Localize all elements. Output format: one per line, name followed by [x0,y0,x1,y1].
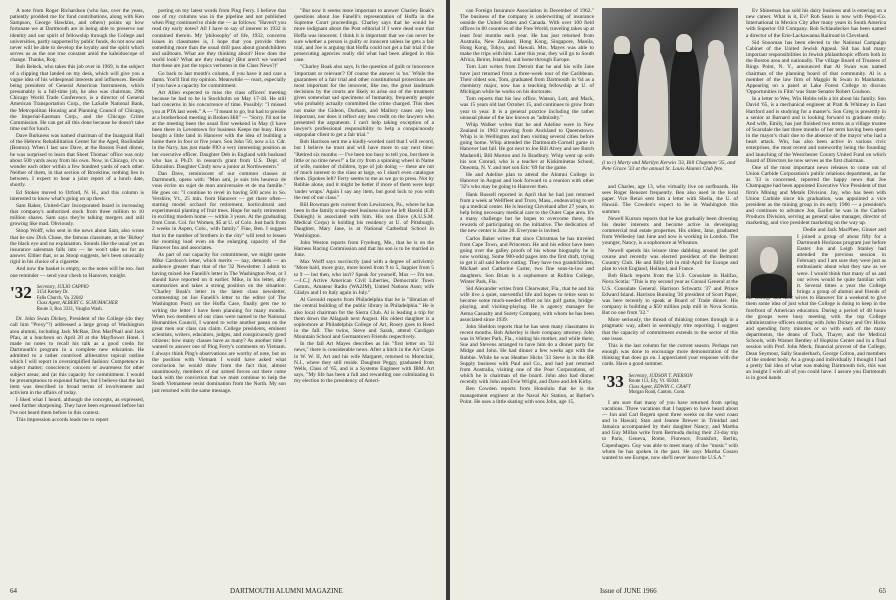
right-column-2 [602,184,738,574]
article-paragraph: Bill Bowman gets current from Lewistown, Pa., where he has been in the family scrap-steel business since he left Harold (E.P. Dukiegh) is associated with him. His son Dave (A.U.S.M. Medical Corps) is holding his residency at U. of Pittsburgh. Daughter, Mary Jane, is at National Cathedral School in Washington. [294,201,434,239]
article-paragraph: Tom reports that his law office, Watson, Lott, and Mack, was 15 years old last October 15, and continues to grow from year to year. It is a general practice including the rather unusual phase of the law known as "admiralty." [460,96,594,121]
class-32-secretary: Secretary, JULIO CAPPIO [36,284,89,290]
right-page [450,0,896,600]
article-paragraph: I liked what I heard, although the concepts, as expressed, need further sharpening. They have been expressed before but I've not heard them before in this context. [10,397,144,416]
article-paragraph: Ed Stokes moved to Orford, N. H., and this column is interested to know what's going on up there. [10,189,144,202]
article-paragraph: Sid Alexander writes from Clearwater, Fla., that he and his wife live a quiet, uneventful life and hopes to retire soon to become some much-needed effort on his golf game, bridge-playing, and visiting-playing. He is agency manager for Aetna Casualty and Surety Company, with whom he has been associated since 1939. [460,285,594,323]
article-paragraph: Dodie and Jack MacPhee, Ginner and I joined a group of about fifty for a Dartmouth Horizons program just before Easter. Jus and Leigh Stanley had attended the previous session in February and I am sure they were just as enthusiastic about what they saw as we were. I would think that many of us and our wives would be quite familiar with it. Several times a year the College brings a group of alumni and friends of the College and their wives to Hanover for a weekend to give them some idea of just what the College is doing to keep in the forefront of American education. During a period of 48 hours the groups were busy meeting with the top College administrative officers starting with John Dickey and Orr Hicks and spending forty minutes or so with each of the many departments, the deans of Tuck, Thayer, and the Medical Schools, with Warner Bentley of Hopkins Center and in a final session with Prof. John Meck, financial provost of the College, Dean Seymour, Sally Stauderbach, George Colton, and members of the student body. As a group and individually I thought I had a pretty fair idea of what was making Dartmouth tick, this was an insight I wish all of you could have. I assure you Dartmouth is in good hands [746,227,886,382]
article-paragraph: Al Gerould reports from Philadelphia that he is "librarian of the central building of the public library in Philadelphia." He is also local chairman for the Sierra Club. Al is leading a trip for them down the Allagash next August. His oldest daughter is a sophomore at Philadelphia College of Art, Rosey goes to Reed in the fall. The twins, Steve and Sarah, attend Cardigan Mountain School and Germantown Friends respectively. [294,297,434,341]
article-paragraph: More seriously, the thread of thinking comes through in a pragmatic way, albeit in seemingly trite reporting. I suggest that the capacity of commitment extends to the sector of this one issue. [602,317,738,342]
article-paragraph: John Weston reports from Fryeburg, Me., that he is on the Harness Racing Commission and that his son is to be married in June. [294,239,434,259]
class-33-info [629,374,693,396]
left-page [0,0,446,600]
article-paragraph: Whip Walker writes that he and Adeline were in New Zealand in 1963 traveling from Auckland to Queenstown. Whip is in Wellington and then visiting several cities before going home. Whip attended the Dartmouth-Cornell game in Hanover last fall. He got next to Joe Bill Alvey and see Butch Madarelli, Bill Morton and Jo Bradbury. Whip went up with his son Conrad, who is a teacher at Kiskiminetas School, Oneonta, N. Y. and met son Eric '69 for the game. [460,121,594,171]
article-paragraph: Bob Beleck, who takes this job over in 1969, is the subject of a clipping that landed on my desk, which will give you a vague idea of his widespread interests and influences. Beside being president of General American Instruments, which presumably is a full-time job, he also was chairman, 29th Chicago World Trade Conference, is a director of General American Transportation Corp., the LaSalle National Bank, the Metropolitan Housing and Planning Council of Chicago, the Imperial-Eastman Corp., and the Chicago Crime Commission. He can get all this done because he doesn't take time out for lunch. [10,64,144,132]
class-32-address1: 3154 Kerney Dr. [36,290,69,296]
article-paragraph: Dan Dave, reminiscent of our common classes at Dartmouth, opens with: "Mon ami, je suis très heureux de vous écrire un sujet de mon anniversaire et de ma famille." He goes on: "I continue to revel in having 500 acres in So. Vershire, Vt., 25 min. from Hanover — get there often—starting model orchard for retirement, horticultural and experimental planting of fruit trees. Hope for early retirement in exciting modern home — within 3 years. At the graduating from Conn. Col. for Women, $5 at U. of Colo. Just back from 2 weeks in Aspen, Colo., with family." Fine, Ben. I suggest that in the number of brothers in the city" will tend to lessen the rooming load even on the enlarging capacity of the Hanover Inn and associates. [152,171,286,251]
article-paragraph: Newell Kurson reports that he has gradually been divesting his dealer interests and become active in developing commercial real estate properties. His oldest, Jane, graduated from Wellesley last June and now is working in London. The younger, Nancy, is a sophomore at Wheaton. [602,215,738,247]
article-paragraph: He and Adeline plan to attend the Alumni College in Hanover in August and look forward to a reunion with other '32's who may be going to Hanover then. [460,172,594,191]
article-paragraph: Go back to last month's column, if you have it and care a damn. You'll find my opinion. Meanwhile — react, especially if you have a capacity for commitment. [152,70,286,89]
article-paragraph: "But now it seems more important to answer Charley Boak's questions about Joe Fanelli's representation of Hoffa in the Supreme Court proceedings. Charley says that he would be more indignant about the Post editorial if I were dead sure that Hoffa was innocent. I think it is important that we can never be sure whether a person is guilty or innocent unless he gets a fair trial, and Joe is arguing that Hoffa could not get a fair trial if the prosecuting agencies really did what had been alleged in this case. [294,8,434,64]
article-paragraph: Bob Harrison sent me a kindly-worded card that I will record, but I believe he must and will have more to say next time: "Retired six months — I've been too busy to tell you, but there is little or no time news!" a far cry from a spinning wheel in Name of wife, number of children, type of job doing — these are not of much interest to the class at large, so I shan't even catalogue them. (Spokes left? Ferry seems to me as we go to press. Not by Robbie alone, and it might be better if more of them were kept 'under wraps.' Again I say any item, but good luck to you with the rest of our class." [294,139,434,201]
article-paragraph: Bob Black reports from the U.S. Consulate in Halifax, Nova Scotia: "This is my second year as Consul General at the U.S. Consulate General. Harrison Schwartz '37 and Prince Edward Island. Harrison Bunning '36 president of Scott Paper, was here recently to speak at Board of Trade dinner. His company is building a $50 million pulp mill in Nova Scotia. But no one from '32." [602,273,738,317]
article-paragraph: porting on my latest words from Ping Ferry. I believe that one of my columns was in the pipeline and not published when Ping continued to chide me — as follows: "Haven't you read my early notes? All I have to say of interest to 1932 is contained therein. My 'philosophy' of life, 1932, concerns issues in classmates is, I hope that you provide them something more than the usual drill pass about grandchildren and sailboats. What are they thinking about? How does the world look? What are they reading? (But aren't we warned that these are just the topics verboten in the Class News?)" [152,8,286,70]
article-paragraph: Ben Cowden reports from Honolulu that he is the management engineer at the Naval Air Station, at Barber's Point. He uses a little skating with sons John, age 15, [460,386,594,405]
article-paragraph: can Foreign Insurance Association in December of 1962." The business of the company is underwriting of insurance outside the United States and Canada. With over 100 field offices in 80 countries of the Free World, traveling takes up at least four months each year. He has just returned from Australia, New Zealand, Hong Kong, Singapore, Manila, Hong Kong, Tokyo, and Hawaii. Mrs. Mayes was able to make the trips with him. Later this year, they will go to South Africa, Beirut, Istanbul, and home through Europe. [460,8,594,64]
article-paragraph: Sam Baker, United-Carr Incorporated board is increasing that company's authorized stock from three million to 10 million shares. Sam says they're talking mergers and still growing like mad. Obviously. [10,202,144,228]
article-paragraph: As part of our capacity for commitment, we might quote Mike Cardozo's letter, which merits — nay, demands — an audience greater than that of the '32 Newsletter. I admit to having mixed Joe Fanelli's letter in The Washington Post, or I should have reported on it earlier. Mike, in his letter, ably summarizes and takes a strong position on the situation: "Charley Boak's letter in the latest class newsletter, commenting on Joe Fanelli's letter to the editor (of The Washington Post) on the Hoffa Case, finally gets me to writing the letter I have been planning for many months. When two members of our class were named to the National Humanities Council, I wanted to write another paean on the great men our class can claim. College presidents, eminent scientists, writers, educators, judges, and conspicuously good citizens: how many classes have as many? As another time I wanted to answer one of Ping Ferry's comments on Vietnam. I always think Ping's observations are worthy of note, but on the position with Vietnam I would have asked what conclusion he would draw from the fact that, almost unanimously, members of our armed forces out there come back with the conviction that we must continue to help the South Vietnamese resist domination from the North. My son just returned with the same message. [152,252,286,394]
right-column-1 [460,8,594,574]
left-col1-text [10,8,144,279]
class-32-agent: Class Agent, ALBERT C. SCHUMACHER [36,301,118,307]
article-paragraph: In the fall Art Mayes describes as his "first letter on '32 news," there is considerable news. After a hitch in the Air Corps in W. W. II, Art and his wife Margaret, returned to Montclair, N.J., where they still reside. Daughter Peggy, graduated from Wells, Class of '65, and is a Systems Engineer with IBM. Art says, "My life has been a full and rewarding one culminating in my election to the presidency of Ameri- [294,341,434,385]
class-33-address1: Route 113, Ely, Vt. 05044 [628,379,679,385]
class-32-number: '32 [10,282,32,302]
article-paragraph: Tom Lott writes from Detroit that he and his wife Jane have just returned from a three-week tour of the Caribbean. Their oldest son, Tom, graduated from Dartmouth in '64 as a chemistry major, now has a teaching fellowship at U. of Michigan while he works on his doctorate. [460,64,594,96]
class-33-number: '33 [602,371,624,391]
class-32-info [37,285,118,313]
article-paragraph: Max Wolff says succinctly (and with a degree of activism): "More bald, more gray, more bored from 9 to 5, happier from 5 to 9 — but then, who isn't? Speak for yourself, Max — I'm not.—J.C.] Active American Civil Liberties, Democratic Town Comm., Amateur Radio (WA2JM), United Nations Assn; wife Gladys and I to Italy again in July." [294,259,434,297]
portrait-spacer [746,227,794,291]
right-col1-text [460,8,594,405]
article-paragraph: Hank Russell reported in April that he had just returned from a week at Wellfleet and Truro, Mass., endeavoring to set up a medical center. He is leaving Cleveland after 27 years, to help bring necessary medical care to the Outer Cape area. It's a many challenge but he hopes to overcome there, the rewards of participating on the initiative. The dedication of the new center is June 26. Everyone is invited. [460,191,594,235]
article-paragraph: I am sure that many of you have returned from spring vacations. Three vacations that I happen to have heard about — Jon and Carl Regem spent three weeks on the west coast and in Hawaii; Stan and Jeanne Brewer in Trinidad and Jamaica accompanied by their daughter Nancy; and Martha and Guy Millan write from Bermuda during their 23-day trip to Paris, Geneva, Rome, Florence, Frankfort, Berlin, Copenhagen. Guy was able to meet many of the "music" with whom he has spoken in the past. He says Martha Cosaro wanted to see Europe, now she'll never leave the U.S.A." [602,399,738,461]
class-33-agent: Class Agent, EDWIN C. CRAFT [628,384,691,390]
left-column-3 [294,8,434,574]
article-paragraph: And now the basket is empty, so the notes will be too. Just one reminder — send your check to Hanover, tonight. [10,266,144,279]
magazine-title-footer: DARTMOUTH ALUMNI MAGAZINE [230,587,343,595]
article-paragraph: "Charley Boak also says, Is the question of guilt or innocence 'important or relevant'? Of course the answer is 'no.' While the guarantees of a fair trial and other constitutional protections are most important for the innocent, like me, the great landmark decisions by the courts are likely to arise out of the treatment given somewhat sad specimens of humanity, frequently people who probably actually committed the crime charged. This does not make the Gideon, Durham, and Mallory cases any less important, nor does it reflect any less credit on the lawyers who presented the arguments. I can't help taking exception of a lawyer's professional responsibility to help a conspicuously unpopular client to get a fair trial." [294,64,434,139]
right-col2-text [602,184,738,368]
article-paragraph: Sid Snooman has been elected to the National Campaign Cabinet of the United Jewish Appeal. Sid has had many important responsibilities in Jewish philanthropic efforts both in the Boston area and nationally. The village Board of Trustees of Rings Point, N. Y., announced that Al Swan was named chairman of the planning board of that community. Al is a member of the law firm of Maggin & Swan in Manhattan. Appearing on a panel at Lake Forest College to discuss 'Opportunities in Film' was State Senator Robert Coulson. [746,39,886,96]
article-paragraph: Art Allen expected to miss the class officers' meeting because he had to be in Stockholm on May 17-18. He still had concerns in his concurrence of time. Possibly: "I missed you at PTA last week." A — "I meant to go, but had to preside at a brotherhood meeting in Broken Hill" — "Sorry. I'll not be at the meeting been the usual first weekend in May (I have been there in Leventown for business Keeps me busy. Have bought a little land in Hanover with the idea of building a home there in four or five years. Son John '56, now a Lt. Cdr. in the Navy, has just made PIO a very interesting position as her executive officer. Daughter Deb in England with husband who has a Ph.D. in research grant from U.S. Dept. of Education. Daughter Cindy now a junior at Northwestern." [152,90,286,170]
class-33-agent-address: Morgan Road, Canton, Conn. [628,390,686,396]
article-paragraph: Ev Shineman has sold his dairy business and is entering on a new career. What is it, Ev? Rob Sears is now with Pepsi-Co. International in Mexico City after many years in South America with Superior Oil Company. Bob Schlaudecker has been named a director of the Erie-Lackawanna Railroad in Cleveland. [746,8,886,39]
class-32-agent-address: Route 3, Box 3331, Vaughn Wash. [36,306,103,312]
class-33-header [602,371,738,396]
left-col2-text [152,8,286,394]
article-paragraph: This is the last column for the current season. Perhaps not enough was done to encourage more demonstration of the thinking that does go on. I appreciated your response with the cards. Have a good summer. [602,342,738,368]
left-col1-text-after [10,316,144,423]
article-paragraph: John Sheldon reports that he has seen many classmates in recent months. Bob Atherley is their company attorney. John was in Winter Park, Fla., visiting his mother, and while there, Sue and Stevens arranged to have him do a dinner party for Midge and John. He had dinner a few weeks ago with the Robbie. While he was Heather Hicks '33 Steve is in the RR Supply business with Paul and Co., and had just returned from Australia, visiting one of the Poor Corporations, of which he is chairman of the board. John also had dinner recently with John and Evie Wright, and Dave and Jeb Kirby. [460,323,594,386]
article-paragraph: and Charles, age 13, who virtually live on surfboards. He sees Roger Benezet frequently. Ben also used in the local paper. Vice Renzi sent him a letter with Sheila, the U. of Hawaii. The Cowden's expect to be in Washington this summer. [602,184,738,215]
class-33-secretary: Secretary, JUDSON T. PIERSON [628,373,693,379]
alumni-group-photo [602,8,738,156]
article-paragraph: Dr. John Swan Dickey, President of the College (do they call him "Prexy"?) addressed a large group of Washington area alumni, including Jack McRae, Don MacPhail and Jack Pfau, at a luncheon on April 20 at the Mayflower Hotel. I made no notes to recall his talk as a good credo for Dartmouth's program in a complete new education. He admitted to a rather contrived alliterative topical outline which I will report in oversimplified fashion: Competence in subject matter; conscience; concern or awareness for other subject areas; and (at this capacity for commitment. I would be presumptuous to expound further, but I believe that the last item was described in broad terms of involvement and activism in the affairs of today. [10,316,144,397]
article-paragraph: One of the most important news releases to come out of Union Carbide Corporation's public relations department, as far as '33 is concerned, reported the happy news that Joe Champagne had been appointed Executive Vice President of that firm's Mining and Metals Division. Jay, who has been with Union Carbide since his graduation, was appointed a vice president as the mining group in its early 1966 — a president's and continues to advance Joe, Earlier he was in the Carbon Products Division, serving as general sales manager, director of marketing, and vice president marketing on the way up. [746,164,886,227]
article-paragraph: Carlos Baker writes that since Christmas he has traveled from Cape Town, and Princeton. He and his editor have been going over the galley proofs of his whose biography he is now working. Some 900-odd pages into the first draft, trying to get it all said before cutting. They have two grandchildren, Michael and Catherine Carter, two fine sons-in-law and daughters. Son Brian is a sophomore at Rollins College, Winter Park, Fla. [460,235,594,285]
right-col3-text [746,8,886,381]
issue-date-footer: Issue of JUNE 1966 [600,587,657,595]
article-paragraph: A note from Roger Richardson (who has, over the years, patiently prodded me for fund contributions, along with Ken Sampson, George Hawkins, and others) points up how fortunate we at Dartmouth are in being able to preserve our identity and our spirit of fellowship through the College and universities, partly supported by public funds, do not now and never will be able to develop the loyalty and the spirit which serves us as the one true constant amid the kaleidoscope of change. Thanks, Rog. [10,8,144,64]
class-32-header [10,282,144,313]
article-paragraph: This impression accords leads me to report [16,416,109,423]
left-page-number: 64 [10,587,17,595]
class-32-address2: Falls Church, Va. 22042 [36,295,84,301]
article-paragraph: In a letter to Wes, Win Hobbs tells a bit about his family. Son David '65, is a mechanical engineer at Pratt & Whitney in East Hartford and is studying for a master's. Son Greg is presently in a senior at Barnard and is looking forward to graduate study. And wife, Emily, has just finished two terms as a village trustee of Scarsdale the last three months of her term having been spent in the mayor's chair due to the absence of the mayor who had a heart attack. Win, has also been active in various civic enterprises, the most recent and noteworthy being the founding and launching of the Westchester County United Fund on which Board of Directors he now serves as the first chairman. [746,96,886,164]
right-col2-text-after [602,400,738,462]
right-page-number: 65 [879,587,886,595]
left-column-1 [10,8,144,574]
article-paragraph: Dave Burkness was named chairman of the Inaugural Ball of the Hebrew Rehabilitation Center for the Aged, Roslindale (Boston). When I last saw Dave, at the Boston Fund dinner, he was surprised to learn that Sheet Thomas' office was only about 500 yards away from his own. Now, in Chicago, it's no wonder each other within a few hundred yards of each other. Neither of them, in that section of Brookline, nothing lies in between. I expect to hear a joint report of a lunch date, shortly. [10,133,144,189]
article-paragraph: Stoop Wolff, who sent in the news about Sam, also wrote that he saw Dick Chase, the famous classmate, at the 'Birkey' the black eye and no explanation. Sounds like the usual yet an insurance salesman falls into — he won't take no for an answer. Either that, or as Stoop suggests, he's been unusually rigid in his choice of a cigarette. [10,228,144,266]
left-column-2 [152,8,286,574]
right-column-3 [746,8,886,574]
article-paragraph: Newell spends his leisure time dabbling around the golf course and recently was elected president of the Belmont Country Club. He and Billy left in mid-April for Europe and plan to visit England, Holland, and France. [602,247,738,273]
photo-caption: (l to r) Marty and Marilyn Kerwin '33, Bill Chapman '35, and Pete Grace '33 at the annual St. Louis Alumni Club fete. [602,160,736,173]
left-col3-text [294,8,434,384]
